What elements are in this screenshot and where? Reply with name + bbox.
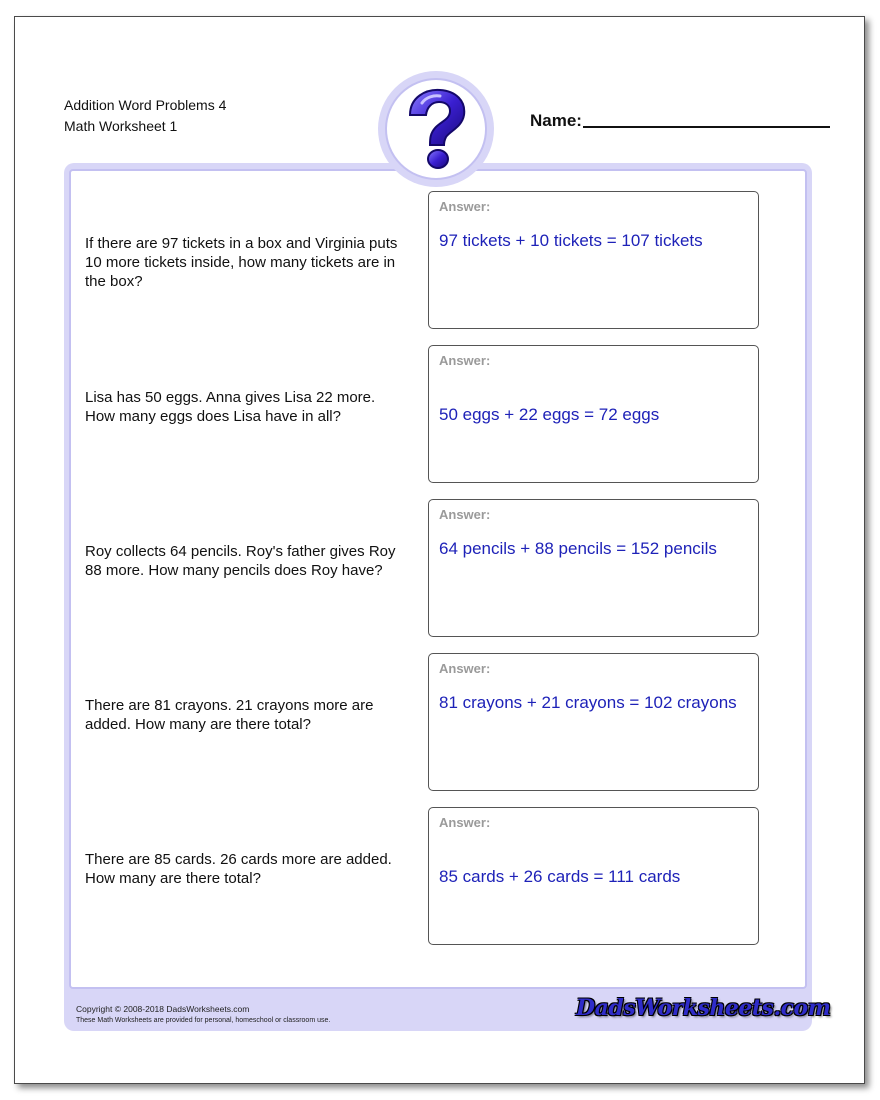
question-text: There are 81 crayons. 21 crayons more are added. How many are there total? bbox=[85, 697, 374, 733]
answer-text: 50 eggs + 22 eggs = 72 eggs bbox=[439, 405, 660, 424]
answer-label: Answer: bbox=[439, 815, 491, 830]
question-text: Roy collects 64 pencils. Roy's father gives Roy 88 more. How many pencils does Roy have? bbox=[85, 543, 396, 579]
footer-copyright: Copyright © 2008-2018 DadsWorksheets.com bbox=[76, 1004, 250, 1014]
footer-note: These Math Worksheets are provided for personal, homeschool or classroom use. bbox=[76, 1017, 331, 1024]
answer-label: Answer: bbox=[439, 507, 491, 522]
answer-label: Answer: bbox=[439, 199, 491, 214]
answer-text: 85 cards + 26 cards = 111 cards bbox=[439, 867, 681, 886]
name-label: Name: bbox=[530, 111, 582, 130]
answer-box[interactable] bbox=[428, 345, 759, 483]
answer-text: 64 pencils + 88 pencils = 152 pencils bbox=[439, 539, 717, 558]
worksheet-title: Addition Word Problems 4 bbox=[64, 97, 227, 113]
question-text: There are 85 cards. 26 cards more are added. How many are there total? bbox=[85, 851, 392, 887]
question-mark-icon bbox=[400, 87, 472, 171]
dadsworksheets-logo: DadsWorksheets.com bbox=[576, 995, 831, 1021]
answer-box[interactable] bbox=[428, 499, 759, 637]
answer-text: 97 tickets + 10 tickets = 107 tickets bbox=[439, 231, 703, 250]
question-emblem bbox=[378, 71, 494, 187]
answer-box[interactable] bbox=[428, 191, 759, 329]
question-text: Lisa has 50 eggs. Anna gives Lisa 22 more. How many eggs does Lisa have in all? bbox=[85, 389, 376, 425]
answer-label: Answer: bbox=[439, 661, 491, 676]
question-text: If there are 97 tickets in a box and Virginia puts 10 more tickets inside, how many tickets are in the box? bbox=[85, 235, 398, 290]
answer-box[interactable] bbox=[428, 807, 759, 945]
answer-text: 81 crayons + 21 crayons = 102 crayons bbox=[439, 693, 737, 712]
worksheet-subtitle: Math Worksheet 1 bbox=[64, 118, 178, 134]
answer-label: Answer: bbox=[439, 353, 491, 368]
name-field-line[interactable] bbox=[583, 126, 830, 128]
answer-box[interactable] bbox=[428, 653, 759, 791]
